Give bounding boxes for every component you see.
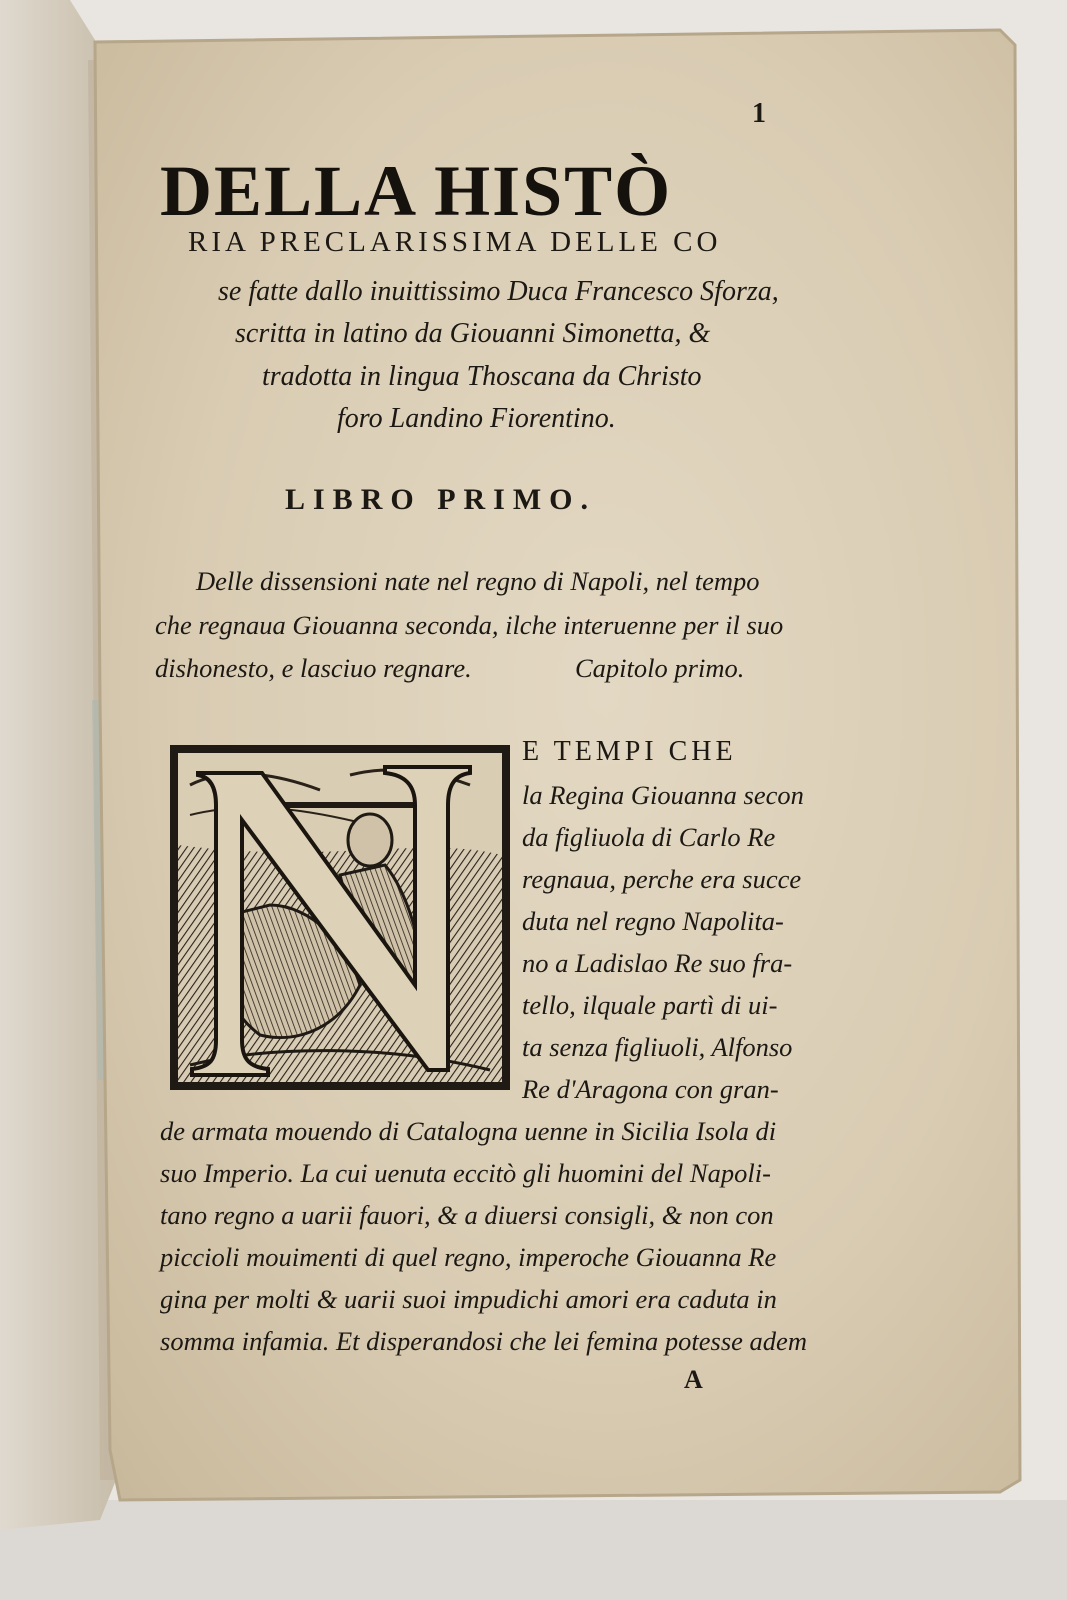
initial-side-line-6: no a Ladislao Re suo fra- [522, 948, 793, 978]
initial-side-line-9: Re d'Aragona con gran- [522, 1074, 779, 1104]
body-line-2: suo Imperio. La cui uenuta eccitò gli huomini del Napoli- [160, 1158, 771, 1188]
initial-side-line-7: tello, ilquale partì di ui- [522, 990, 778, 1020]
initial-side-line-8: ta senza figliuoli, Alfonso [522, 1032, 793, 1062]
initial-side-line-2: la Regina Giouanna secon [522, 780, 804, 810]
title-line-4: tradotta in lingua Thoscana da Christo [262, 361, 702, 392]
chapter-label: Capitolo primo. [575, 653, 745, 683]
title-line-1: RIA PRECLARISSIMA DELLE CO [188, 226, 722, 258]
title-line-2: se fatte dallo inuittissimo Duca Francesco Sforza, [218, 276, 779, 307]
folio-number: 1 [752, 98, 766, 129]
body-line-1: de armata mouendo di Catalogna uenne in Sicilia Isola di [160, 1116, 777, 1146]
title-line-3: scritta in latino da Giouanni Simonetta, & [235, 318, 711, 349]
signature-mark: A [684, 1365, 703, 1394]
body-line-4: piccioli mouimenti di quel regno, imperoche Giouanna Re [160, 1242, 777, 1272]
initial-side-line-5: duta nel regno Napolita- [522, 906, 784, 936]
title-display-line: DELLA HISTÒ [160, 151, 673, 231]
body-line-5: gina per molti & uarii suoi impudichi amori era caduta in [160, 1284, 777, 1314]
chapter-summary-line-3: dishonesto, e lasciuo regnare. [155, 653, 472, 683]
body-line-6: somma infamia. Et disperandosi che lei femina potesse adem [160, 1326, 807, 1356]
initial-side-line-3: da figliuola di Carlo Re [522, 822, 776, 852]
chapter-summary-line-2: che regnaua Giouanna seconda, ilche interuenne per il suo [155, 610, 784, 640]
book-heading: LIBRO PRIMO. [285, 483, 597, 516]
title-line-5: foro Landino Fiorentino. [337, 403, 616, 434]
initial-side-line-4: regnaua, perche era succe [522, 864, 802, 894]
initial-side-line-1: E TEMPI CHE [522, 736, 737, 767]
chapter-summary-line-1: Delle dissensioni nate nel regno di Napoli, nel tempo [196, 566, 760, 596]
body-line-3: tano regno a uarii fauori, & a diuersi consigli, & non con [160, 1200, 774, 1230]
